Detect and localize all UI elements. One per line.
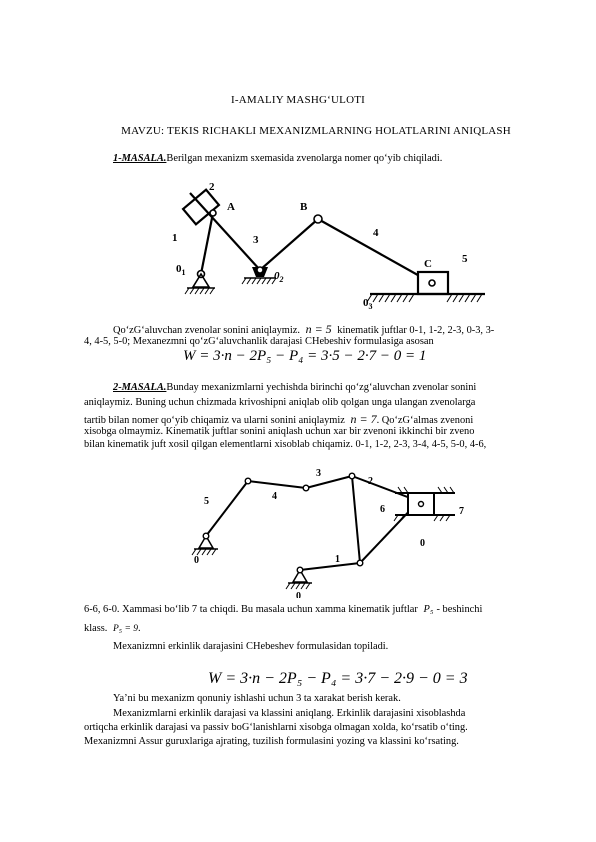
- label-o1: $0_1$: [176, 263, 186, 277]
- link-2: [352, 476, 360, 563]
- masala2-line5: bilan kinematik juft xosil qilgan elementlarni xisoblab chiqamiz. 0-1, 1-2, 2-3, 3-4, 4-5, 5-0, 4-6,: [84, 439, 487, 450]
- para3-line3: Mexanizmni erkinlik darajasini CHebeshev formulasidan topiladi.: [113, 641, 389, 652]
- mechanism-diagram-2: [180, 458, 480, 598]
- pivot-a: [210, 210, 216, 216]
- label-o2: $0_2$: [274, 270, 284, 284]
- para1-n: n = 5: [305, 322, 332, 336]
- formula-1: W = 3·n − 2P₅ − P₄ = 3·5 − 2·7 − 0 = 1: [183, 348, 427, 364]
- topic-title: MAVZU: TEKIS RICHAKLI MEXANIZMLARNING HOLATLARINI ANIQLASH: [121, 125, 511, 137]
- fig2-label-7: 7: [459, 506, 464, 517]
- pivot-b: [314, 215, 322, 223]
- formula-2: W = 3·n − 2P₅ − P₄ = 3·7 − 2·9 − 0 = 3: [208, 670, 468, 687]
- link-5: [206, 481, 248, 536]
- fig2-label-2: 2: [368, 476, 373, 487]
- link-3-right: [260, 219, 318, 270]
- closing-line2: Mexanizmlarni erkinlik darajasi va klassini aniqlang. Erkinlik darajasini xisoblashda: [113, 708, 466, 719]
- masala2-label: 2-MASALA.: [113, 382, 167, 393]
- fig2-label-1: 1: [335, 554, 340, 565]
- page-heading: I-AMALIY MASHG‘ULOTI: [230, 94, 366, 106]
- masala2-line4: xisobga olmaymiz. Kinematik juftlar sonini aniqlash uchun xar bir zvenoni ikkinchi bir zveno: [84, 426, 475, 437]
- pivot-c: [429, 280, 435, 286]
- label-1: 1: [172, 232, 178, 244]
- label-c: C: [424, 258, 432, 270]
- para3-line2: klass. P₅ = 9.: [84, 623, 141, 634]
- p5-symbol: P₅: [423, 604, 434, 615]
- label-3: 3: [253, 234, 259, 246]
- masala1-text: Berilgan mexanizm sxemasida zvenolarga nomer qo‘yib chiqiladi.: [166, 153, 443, 164]
- link-3-left: [190, 193, 260, 270]
- fig2-label-0-left: 0: [194, 555, 199, 566]
- link-3: [306, 476, 352, 488]
- label-4: 4: [373, 227, 379, 239]
- fig2-label-0-bottom: 0: [296, 591, 301, 598]
- para1-line1: Qo‘zG‘aluvchan zvenolar sonini aniqlaymiz. n = 5 kinematik juftlar 0-1, 1-2, 2-3, 0-3, 3-: [113, 322, 495, 336]
- label-5: 5: [462, 253, 468, 265]
- link-4: [248, 481, 306, 488]
- fig2-label-0-right: 0: [420, 538, 425, 549]
- fig2-label-3: 3: [316, 468, 321, 479]
- link-1: [300, 563, 360, 570]
- label-b: B: [300, 201, 308, 213]
- mechanism-diagram-1: [160, 175, 500, 315]
- closing-line1: Ya’ni bu mexanizm qonuniy ishlashi uchun 3 ta xarakat berish kerak.: [113, 693, 401, 704]
- closing-line4: Mexanizmni Assur guruxlariga ajrating, tuzilish formulasini yozing va klassini ko‘rsating.: [84, 736, 459, 747]
- closing-line3: ortiqcha erkinlik darajasi va passiv boG‘lanishlarni xisobga olmagan xolda, ko‘rsatib o‘ting.: [84, 722, 468, 733]
- fig2-label-6: 6: [380, 504, 385, 515]
- label-2: 2: [209, 181, 215, 193]
- link-1: [201, 213, 213, 274]
- masala2-n: n = 7: [350, 412, 377, 426]
- para1-line2: 4, 4-5, 5-0; Mexanezmni qo‘zG‘aluvchanlik darajasi CHebeshiv formulasiga asosan: [84, 336, 434, 347]
- masala1-line: [113, 153, 442, 164]
- fig2-label-5: 5: [204, 496, 209, 507]
- fig2-label-4: 4: [272, 491, 277, 502]
- p5-value: P₅ = 9: [113, 624, 139, 634]
- masala2-line3: tartib bilan nomer qo‘yib chiqamiz va ularni sonini aniqlaymiz n = 7. Qo‘zG‘almas zvenoni: [84, 412, 474, 426]
- masala1-label: 1-MASALA.: [113, 153, 167, 164]
- masala2-line1: 2-MASALA.Bunday mexanizmlarni yechishda birinchi qo‘zg‘aluvchan zvenolar sonini: [113, 382, 477, 393]
- label-o3: $0_3$: [363, 297, 373, 311]
- masala2-line2: aniqlaymiz. Buning uchun chizmada krivoshipni aniqlab olib qolgan unga ulangan zvenolarga: [84, 397, 476, 408]
- label-a: A: [227, 201, 235, 213]
- para3-line1: 6-6, 6-0. Xammasi bo‘lib 7 ta chiqdi. Bu masala uchun xamma kinematik juftlar P₅ - beshinchi: [84, 604, 483, 615]
